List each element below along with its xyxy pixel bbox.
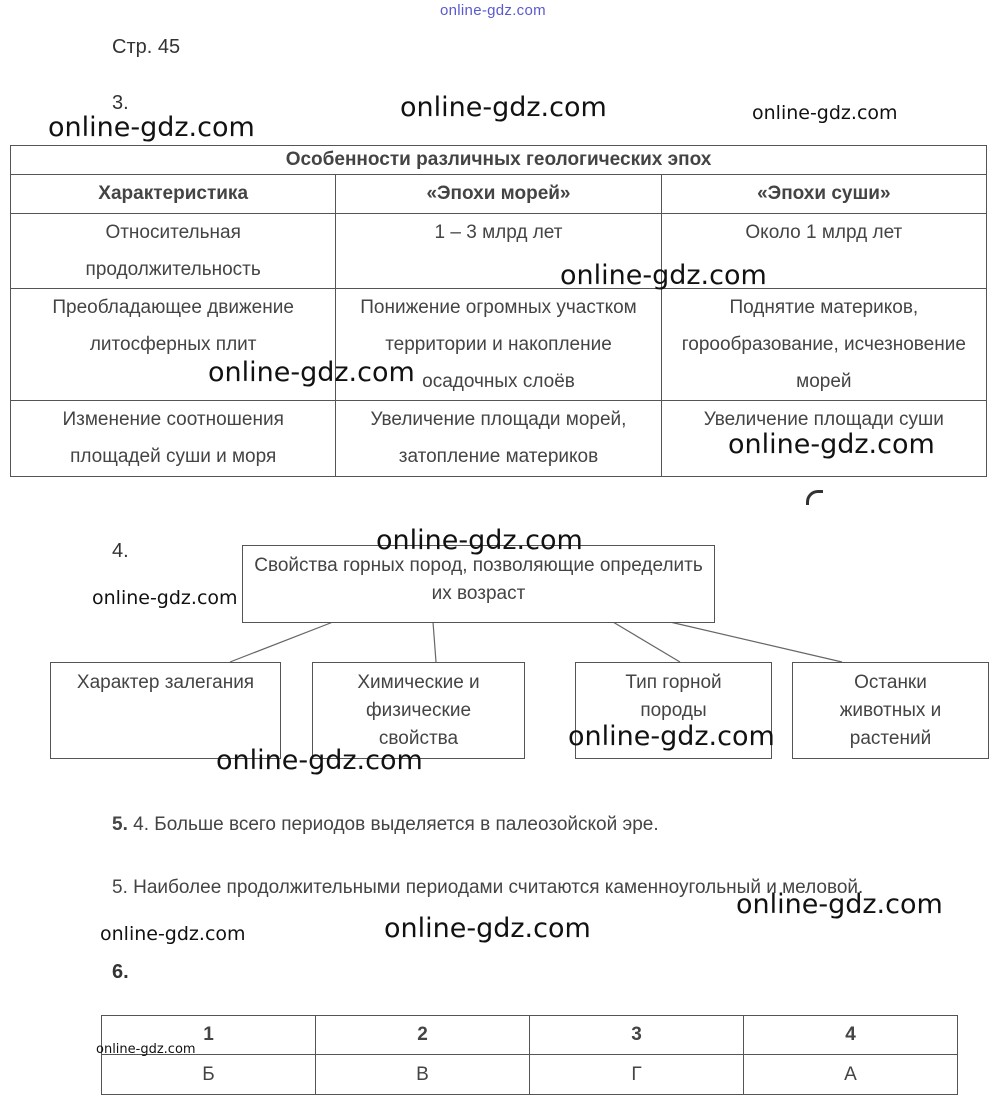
table-cell: В (316, 1055, 530, 1095)
watermark: online-gdz.com (568, 721, 775, 752)
table-cell: Увеличение площади морей, затопление материков (336, 401, 661, 477)
answer-text: 4. Больше всего периодов выделяется в палеозойской эре. (133, 814, 659, 835)
table-cell: Понижение огромных участком территории и накопление осадочных слоёв (336, 289, 661, 401)
header-land-epochs: «Эпохи суши» (661, 175, 986, 214)
watermark: online-gdz.com (752, 102, 898, 124)
table-header-cell: 2 (316, 1016, 530, 1055)
table-cell: Преобладающее движение литосферных плит (11, 289, 336, 401)
table-cell: Изменение соотношения площадей суши и моря (11, 401, 336, 477)
task-5-number: 5. (112, 814, 128, 835)
page-label: Стр. 45 (112, 36, 181, 58)
table-row (102, 1016, 958, 1055)
table-cell: Увеличение площади суши (661, 401, 986, 477)
task-4-number: 4. (112, 540, 129, 562)
table-header-cell: 1 (102, 1016, 316, 1055)
watermark: online-gdz.com (400, 92, 607, 123)
header-characteristic: Характеристика (11, 175, 336, 214)
watermark: online-gdz.com (92, 587, 238, 609)
task-6-answer-table (101, 1015, 958, 1095)
table-title: Особенности различных геологических эпох (11, 146, 987, 175)
table-cell: Поднятие материков, горообразование, исчезновение морей (661, 289, 986, 401)
watermark: online-gdz.com (48, 112, 255, 143)
watermark: online-gdz.com (96, 1042, 196, 1057)
watermark: online-gdz.com (384, 913, 591, 944)
watermark: online-gdz.com (376, 525, 583, 556)
table-header-cell: 3 (530, 1016, 744, 1055)
watermark: online-gdz.com (736, 889, 943, 920)
table-cell: А (744, 1055, 958, 1095)
table-cell: 1 – 3 млрд лет (336, 214, 661, 289)
table-row (102, 1055, 958, 1095)
diagram-child-box: Тип горной породы (575, 662, 772, 759)
task-6-number: 6. (112, 961, 129, 983)
task-5-answer-2: 5. Наиболее продолжительными периодами считаются каменноугольный и меловой. (112, 877, 864, 898)
diagram-child-box: Останки животных и растений (792, 662, 989, 759)
watermark: online-gdz.com (208, 357, 415, 388)
task-3-number: 3. (112, 92, 129, 114)
table-cell: Г (530, 1055, 744, 1095)
diagram-root-box: Свойства горных пород, позволяющие определить их возраст (242, 545, 715, 623)
diagram-child-box: Химические и физические свойства (312, 662, 525, 759)
watermark: online-gdz.com (728, 429, 935, 460)
table-header-cell: 4 (744, 1016, 958, 1055)
diagram-child-box: Характер залегания (50, 662, 281, 759)
watermark: online-gdz.com (560, 260, 767, 291)
table-cell: Б (102, 1055, 316, 1095)
watermark: online-gdz.com (216, 745, 423, 776)
top-watermark: online-gdz.com (440, 2, 546, 19)
table-cell: Около 1 млрд лет (661, 214, 986, 289)
table-cell: Относительная продолжительность (11, 214, 336, 289)
watermark: online-gdz.com (100, 923, 246, 945)
header-sea-epochs: «Эпохи морей» (336, 175, 661, 214)
task-5-answer-1 (112, 814, 659, 836)
